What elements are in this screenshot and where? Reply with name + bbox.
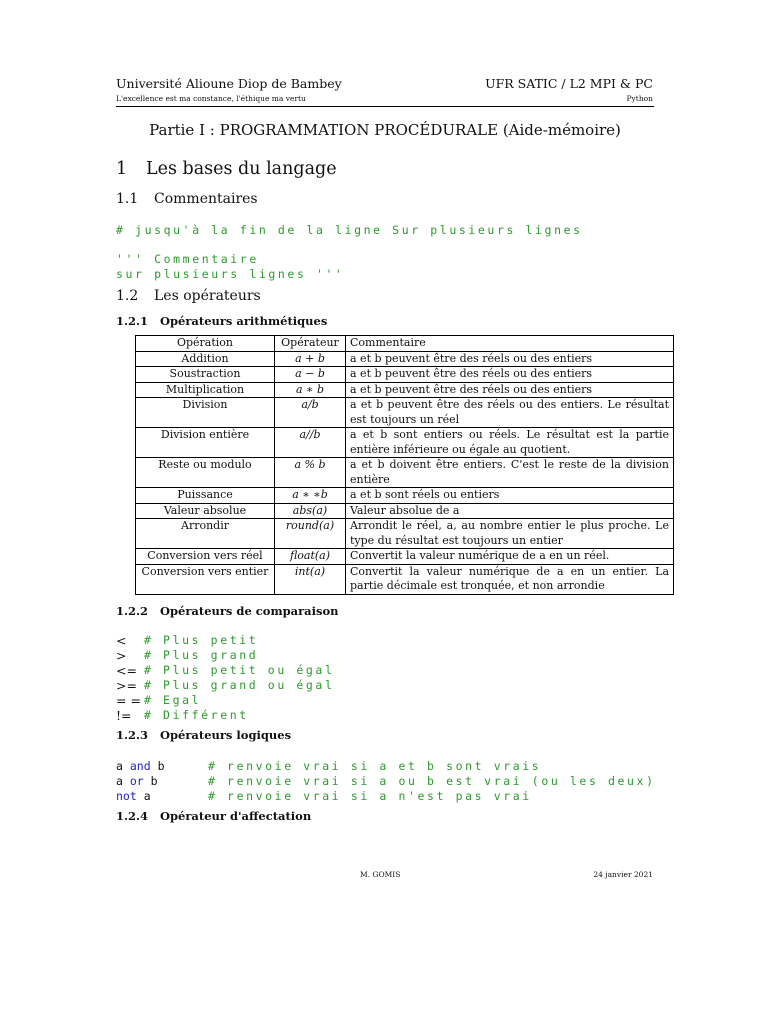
- code-comment: # Plus grand: [144, 648, 259, 662]
- table-header-row: [136, 336, 674, 352]
- table-row: [136, 564, 674, 594]
- table-row: [136, 503, 674, 519]
- table-cell: a et b doivent être entiers. C'est le reste de la division entière: [346, 458, 674, 488]
- table-cell: int(a): [275, 564, 346, 594]
- table-cell: Valeur absolue: [136, 503, 275, 519]
- table-row: [136, 458, 674, 488]
- code-comment: # renvoie vrai si a et b sont vrais: [208, 759, 542, 773]
- subsubsection-heading-logical: [116, 728, 291, 742]
- table-body: [136, 351, 674, 594]
- operand: b: [150, 759, 165, 773]
- table-cell: Conversion vers réel: [136, 549, 275, 565]
- table-cell: Addition: [136, 351, 275, 367]
- table-cell: Valeur absolue de a: [346, 503, 674, 519]
- table-cell: Division: [136, 398, 275, 428]
- subsubsection-number: 1.2.1: [116, 314, 149, 328]
- table-cell: Convertit la valeur numérique de a en un entier. La partie décimale est tronquée, et non arrondie: [346, 564, 674, 594]
- section-number: 1: [116, 159, 128, 179]
- footer-author: M. GOMIS: [360, 870, 401, 879]
- comparison-operator: <=: [116, 663, 137, 678]
- code-comment-line: sur plusieurs lignes ''': [116, 267, 345, 281]
- table-cell: float(a): [275, 549, 346, 565]
- code-comment: # renvoie vrai si a ou b est vrai (ou les deux): [208, 774, 656, 788]
- table-header-cell: Opérateur: [275, 336, 346, 352]
- table-cell: a et b peuvent être des réels ou des entiers: [346, 367, 674, 383]
- code-comment: # Egal: [144, 693, 202, 707]
- operand: b: [143, 774, 158, 788]
- table-cell: Puissance: [136, 488, 275, 504]
- table-row: [136, 382, 674, 398]
- table-cell: Arrondit le réel, a, au nombre entier le plus proche. Le type du résultat est toujours un entier: [346, 519, 674, 549]
- header-motto: L'excellence est ma constance, l'éthique ma vertu: [116, 94, 306, 103]
- header-department: UFR SATIC / L2 MPI & PC: [485, 76, 653, 91]
- subsubsection-title: Opérateurs logiques: [160, 728, 292, 742]
- table-cell: Arrondir: [136, 519, 275, 549]
- comparison-operator: !=: [116, 708, 132, 723]
- subsection-heading-comments: [116, 191, 258, 207]
- comparison-operator: >=: [116, 678, 137, 693]
- table-cell: a ∗ b: [275, 382, 346, 398]
- comparison-operator: <: [116, 633, 127, 648]
- table-cell: a et b sont réels ou entiers: [346, 488, 674, 504]
- subsubsection-title: Opérateur d'affectation: [160, 809, 312, 823]
- logical-expression: [116, 759, 165, 773]
- logical-expression: [116, 774, 158, 788]
- table-cell: Division entière: [136, 428, 275, 458]
- subsubsection-number: 1.2.2: [116, 604, 149, 618]
- subsubsection-title: Opérateurs de comparaison: [160, 604, 339, 618]
- header-rule: [116, 106, 654, 107]
- operand: a: [136, 789, 151, 803]
- code-comment: # Différent: [144, 708, 249, 722]
- table-cell: a et b peuvent être des réels ou des entiers. Le résultat est toujours un réel: [346, 398, 674, 428]
- subsection-title: Les opérateurs: [154, 288, 261, 304]
- subsubsection-title: Opérateurs arithmétiques: [160, 314, 328, 328]
- subsection-heading-operators: [116, 288, 261, 304]
- table-cell: Soustraction: [136, 367, 275, 383]
- table-cell: a % b: [275, 458, 346, 488]
- table-cell: Conversion vers entier: [136, 564, 275, 594]
- table-header-cell: Commentaire: [346, 336, 674, 352]
- operand: a: [116, 759, 130, 773]
- section-heading: [116, 159, 337, 179]
- subsubsection-heading-assignment: [116, 809, 311, 823]
- logical-expression: [116, 789, 151, 803]
- comparison-operator: >: [116, 648, 127, 663]
- table-cell: a et b peuvent être des réels ou des entiers: [346, 382, 674, 398]
- table-row: [136, 398, 674, 428]
- subsection-title: Commentaires: [154, 191, 258, 207]
- subsection-number: 1.2: [116, 288, 139, 304]
- table-cell: round(a): [275, 519, 346, 549]
- table-cell: a et b peuvent être des réels ou des entiers: [346, 351, 674, 367]
- code-comment: # Plus petit: [144, 633, 259, 647]
- table-cell: Reste ou modulo: [136, 458, 275, 488]
- operand: a: [116, 774, 130, 788]
- subsubsection-number: 1.2.3: [116, 728, 149, 742]
- arithmetic-operators-table: [135, 335, 674, 595]
- header-subject: Python: [626, 94, 653, 103]
- subsubsection-heading-comparison: [116, 604, 339, 618]
- code-comment: # Plus petit ou égal: [144, 663, 335, 677]
- keyword: or: [129, 774, 144, 788]
- subsection-number: 1.1: [116, 191, 139, 207]
- table-cell: Convertit la valeur numérique de a en un réel.: [346, 549, 674, 565]
- table-cell: a ∗ ∗b: [275, 488, 346, 504]
- table-row: [136, 519, 674, 549]
- table-row: [136, 488, 674, 504]
- part-title: Partie I : PROGRAMMATION PROCÉDURALE (Aide-mémoire): [149, 121, 621, 139]
- keyword: and: [129, 759, 151, 773]
- table-cell: a/b: [275, 398, 346, 428]
- table-cell: a et b sont entiers ou réels. Le résultat est la partie entière inférieure ou égale au quotient.: [346, 428, 674, 458]
- table-cell: Multiplication: [136, 382, 275, 398]
- subsubsection-heading-arithmetic: [116, 314, 327, 328]
- table-row: [136, 549, 674, 565]
- code-comment: # renvoie vrai si a n'est pas vrai: [208, 789, 532, 803]
- table-cell: a//b: [275, 428, 346, 458]
- code-comment: # Plus grand ou égal: [144, 678, 335, 692]
- footer-date: 24 janvier 2021: [593, 870, 653, 879]
- code-comment-line: ''' Commentaire: [116, 252, 259, 266]
- table-row: [136, 367, 674, 383]
- keyword: not: [116, 789, 137, 803]
- table-row: [136, 428, 674, 458]
- table-row: [136, 351, 674, 367]
- header-university: Université Alioune Diop de Bambey: [116, 76, 342, 91]
- table-cell: a − b: [275, 367, 346, 383]
- section-title: Les bases du langage: [146, 159, 337, 179]
- subsubsection-number: 1.2.4: [116, 809, 149, 823]
- code-comment-line: # jusqu'à la fin de la ligne Sur plusieurs lignes: [116, 223, 583, 237]
- table-header-cell: Opération: [136, 336, 275, 352]
- table-cell: a + b: [275, 351, 346, 367]
- comparison-operator: = =: [116, 693, 141, 708]
- table-cell: abs(a): [275, 503, 346, 519]
